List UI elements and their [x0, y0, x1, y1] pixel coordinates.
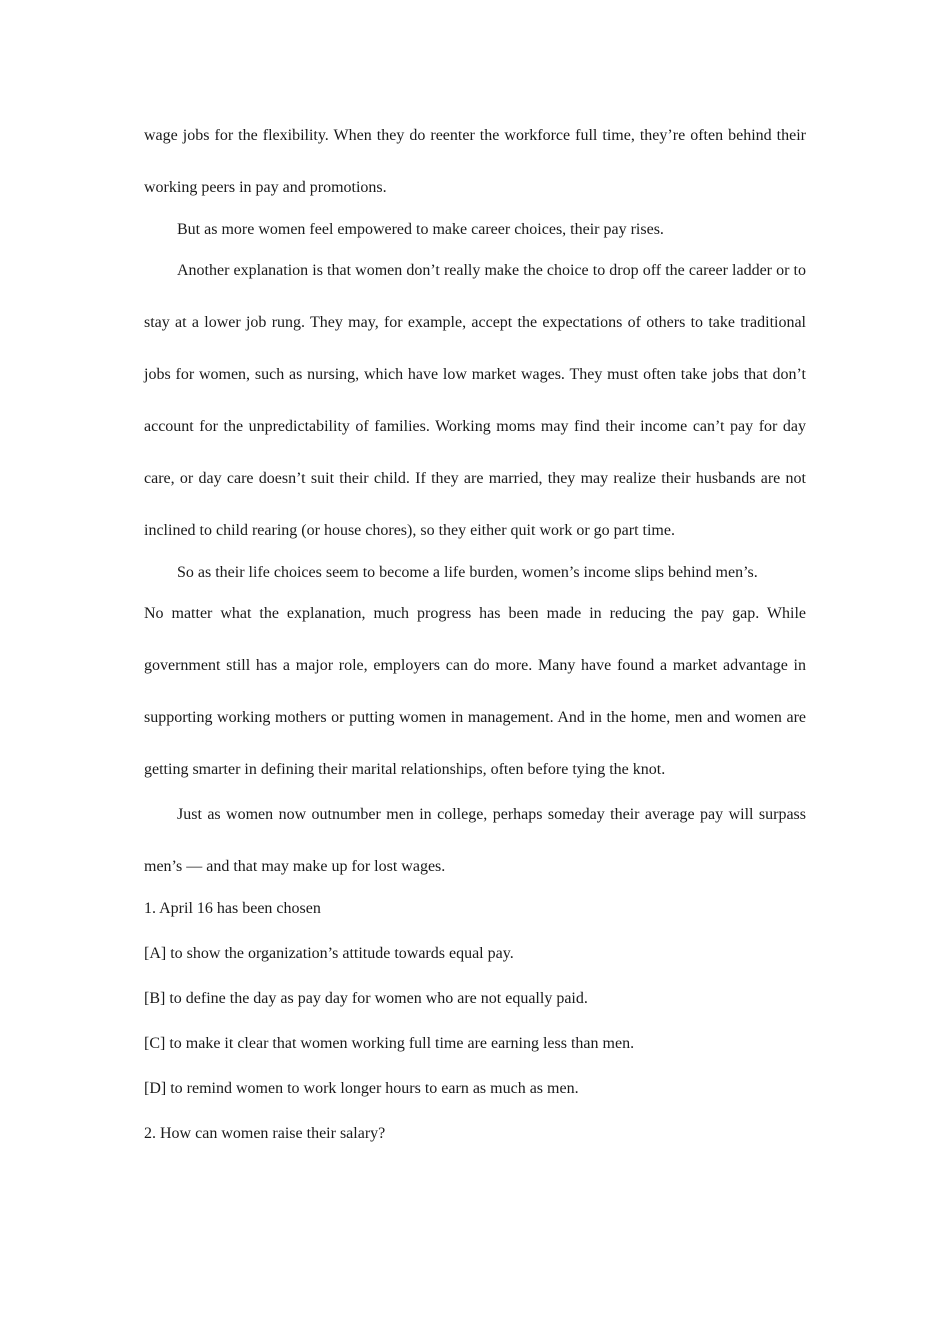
question-1-option-d: [D] to remind women to work longer hours to earn as much as men.	[144, 1080, 579, 1097]
paragraph-empowered: But as more women feel empowered to make career choices, their pay rises.	[177, 221, 664, 238]
question-2	[144, 1111, 806, 1156]
paragraph-just-as-women: Just as women now outnumber men in college, perhaps someday their average pay will surpass men’s — and that may make up for lost wages.	[144, 806, 806, 875]
paragraph-flexibility: wage jobs for the flexibility. When they do reenter the workforce full time, they’re often behind their working peers in pay and promotions.	[144, 127, 806, 196]
paragraph-life-burden: So as their life choices seem to become a life burden, women’s income slips behind men’s.	[177, 564, 758, 581]
question-1-option-c: [C] to make it clear that women working full time are earning less than men.	[144, 1035, 635, 1052]
question-2-stem: 2. How can women raise their salary?	[144, 1125, 386, 1142]
question-1	[144, 886, 806, 1111]
paragraph-another-explanation: Another explanation is that women don’t really make the choice to drop off the career ladder or to stay at a lower job rung. They may, for example, accept the expectations of others to take traditional jobs for women, such as nursing, which have low market wages. They must often take jobs that don’t account for the unpredictability of families. Working moms may find their income can’t pay for day care, or day care doesn’t suit their child. If they are married, they may realize their husbands are not inclined to child rearing (or house chores), so they either quit work or go part time.	[144, 262, 806, 539]
question-1-stem: 1. April 16 has been chosen	[144, 900, 321, 917]
question-1-option-a: [A] to show the organization’s attitude towards equal pay.	[144, 945, 514, 962]
paragraph-no-matter: No matter what the explanation, much progress has been made in reducing the pay gap. While government still has a major role, employers can do more. Many have found a market advantage in supporting working mothers or putting women in management. And in the home, men and women are getting smarter in defining their marital relationships, often before tying the knot.	[144, 605, 806, 778]
document-body	[144, 110, 806, 1156]
question-1-option-b: [B] to define the day as pay day for women who are not equally paid.	[144, 990, 588, 1007]
